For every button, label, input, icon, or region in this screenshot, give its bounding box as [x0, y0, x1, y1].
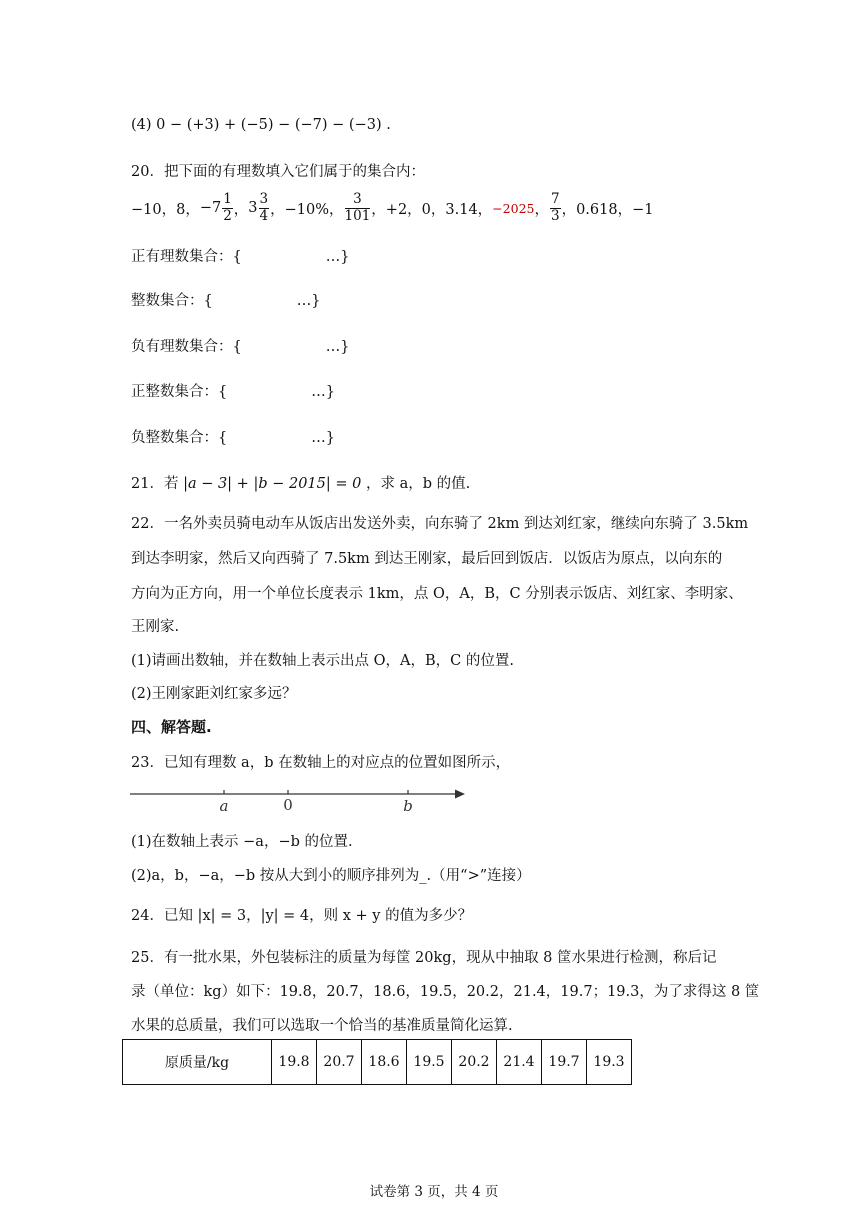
label-zero: 0: [283, 796, 293, 814]
set-open-brace: {: [232, 339, 242, 355]
table-cell: 20.2: [452, 1040, 497, 1085]
set-open-brace: {: [232, 249, 242, 265]
q20-sep-1: ，: [233, 201, 249, 218]
q20-numbers-tail: ，0.618，−1: [561, 201, 654, 218]
q20-numbers-1: −10，8，: [131, 201, 200, 218]
q20-frac2-den: 3: [550, 207, 560, 224]
q20-sep-2: ，−10%，: [270, 201, 344, 218]
set-close-brace: …}: [325, 339, 350, 355]
table-cell: 19.8: [272, 1040, 317, 1085]
q20-mixed1-whole: −7: [199, 200, 222, 216]
number-line-arrow-icon: [455, 790, 465, 799]
q21-expression: |a − 3| + |b − 2015| = 0: [183, 476, 362, 492]
set-integer: [131, 289, 320, 310]
q22-line-3: 方向为正方向，用一个单位长度表示 1km，点 O，A，B，C 分别表示饭店、刘红家、李明家、: [131, 586, 743, 602]
q20-fraction-1: [345, 193, 371, 223]
table-cell: 19.5: [407, 1040, 452, 1085]
q21-line: [131, 472, 470, 493]
q20-mixed2-num: 3: [259, 191, 269, 207]
q20-frac1-den: 101: [344, 207, 371, 224]
q20-mixed1-num: 1: [223, 191, 232, 207]
q21-suffix: ，求 a，b 的值.: [365, 476, 471, 492]
set-positive-rational: [131, 245, 349, 266]
q20-number-list: [131, 188, 653, 228]
q25-line-3: 水果的总质量，我们可以选取一个恰当的基准质量简化运算.: [131, 1018, 513, 1034]
q21-prefix: 21．若: [131, 476, 179, 492]
q20-frac1-num: 3: [345, 193, 371, 209]
label-a: a: [219, 797, 229, 815]
set-negative-rational: [131, 335, 349, 356]
set-label: 负整数集合：: [131, 430, 218, 446]
set-label: 负有理数集合：: [131, 339, 233, 355]
set-label: 整数集合：: [131, 293, 204, 309]
q25-mass-table: [122, 1039, 632, 1085]
table-row: [123, 1040, 632, 1085]
set-positive-integer: [131, 380, 335, 401]
q20-mixed1-den: 2: [223, 207, 232, 224]
q20-mixed-number-2: [248, 193, 270, 223]
set-label: 正整数集合：: [131, 384, 218, 400]
set-close-brace: …}: [311, 430, 335, 446]
q19-4-expression: 0 − (+3) + (−5) − (−7) − (−3): [156, 117, 382, 133]
q25-line-2: 录（单位：kg）如下：19.8，20.7，18.6，19.5，20.2，21.4，19.7；19.3，为了求得这 8 筐: [131, 984, 760, 1000]
q25-line-1: 25．有一批水果，外包装标注的质量为每筐 20kg，现从中抽取 8 筐水果进行检测，称后记: [131, 950, 717, 966]
section-heading-4: 四、解答题.: [131, 718, 212, 736]
q20-mixed2-fraction: [259, 193, 270, 223]
q23-stem: 23．已知有理数 a，b 在数轴上的对应点的位置如图所示，: [131, 755, 511, 771]
q20-mixed2-whole: 3: [248, 200, 258, 216]
q19-4-label: (4): [131, 117, 152, 133]
table-header-cell: 原质量/kg: [123, 1040, 272, 1085]
set-open-brace: {: [218, 430, 228, 446]
q20-mixed1-fraction: [222, 193, 233, 223]
table-cell: 18.6: [362, 1040, 407, 1085]
set-label: 正有理数集合：: [131, 249, 233, 265]
q20-mixed-number-1: [200, 193, 234, 223]
set-close-brace: …}: [311, 384, 335, 400]
set-negative-integer: [131, 426, 335, 447]
q22-sub-2: (2)王刚家距刘红家多远？: [131, 686, 297, 702]
q22-line-2: 到达李明家，然后又向西骑了 7.5km 到达王刚家，最后回到饭店．以饭店为原点，以向东的: [131, 551, 723, 567]
q20-red-value: −2025: [492, 200, 535, 216]
set-open-brace: {: [218, 384, 228, 400]
q24-line: 24．已知 |x| = 3，|y| = 4，则 x + y 的值为多少？: [131, 908, 473, 924]
q20-mixed2-den: 4: [259, 207, 269, 224]
q20-fraction-2: [550, 193, 561, 223]
q23-sub-2: (2)a，b，−a，−b 按从大到小的顺序排列为_.（用“>”连接）: [131, 868, 531, 884]
q22-sub-1: (1)请画出数轴，并在数轴上表示出点 O，A，B，C 的位置.: [131, 653, 514, 669]
q22-line-4: 王刚家.: [131, 619, 180, 635]
q20-sep-4: ，: [534, 201, 549, 218]
table-cell: 21.4: [497, 1040, 542, 1085]
page-footer: 试卷第 3 页，共 4 页: [369, 1184, 499, 1200]
q20-sep-3: ，+2，0，3.14，: [371, 201, 493, 218]
label-b: b: [403, 797, 413, 815]
set-close-brace: …}: [325, 249, 350, 265]
q19-4-line: [131, 117, 391, 133]
q20-frac2-num: 7: [550, 191, 560, 207]
set-close-brace: …}: [296, 293, 321, 309]
q20-stem: 20．把下面的有理数填入它们属于的集合内：: [131, 164, 425, 180]
table-cell: 20.7: [317, 1040, 362, 1085]
set-open-brace: {: [203, 293, 213, 309]
q23-number-line: [128, 780, 473, 816]
q22-line-1: 22．一名外卖员骑电动车从饭店出发送外卖，向东骑了 2km 到达刘红家，继续向东骑了 3.5km: [131, 516, 749, 532]
q19-4-end: .: [386, 117, 391, 133]
table-cell: 19.3: [587, 1040, 632, 1085]
q23-sub-1: (1)在数轴上表示 −a，−b 的位置.: [131, 834, 353, 850]
table-cell: 19.7: [542, 1040, 587, 1085]
